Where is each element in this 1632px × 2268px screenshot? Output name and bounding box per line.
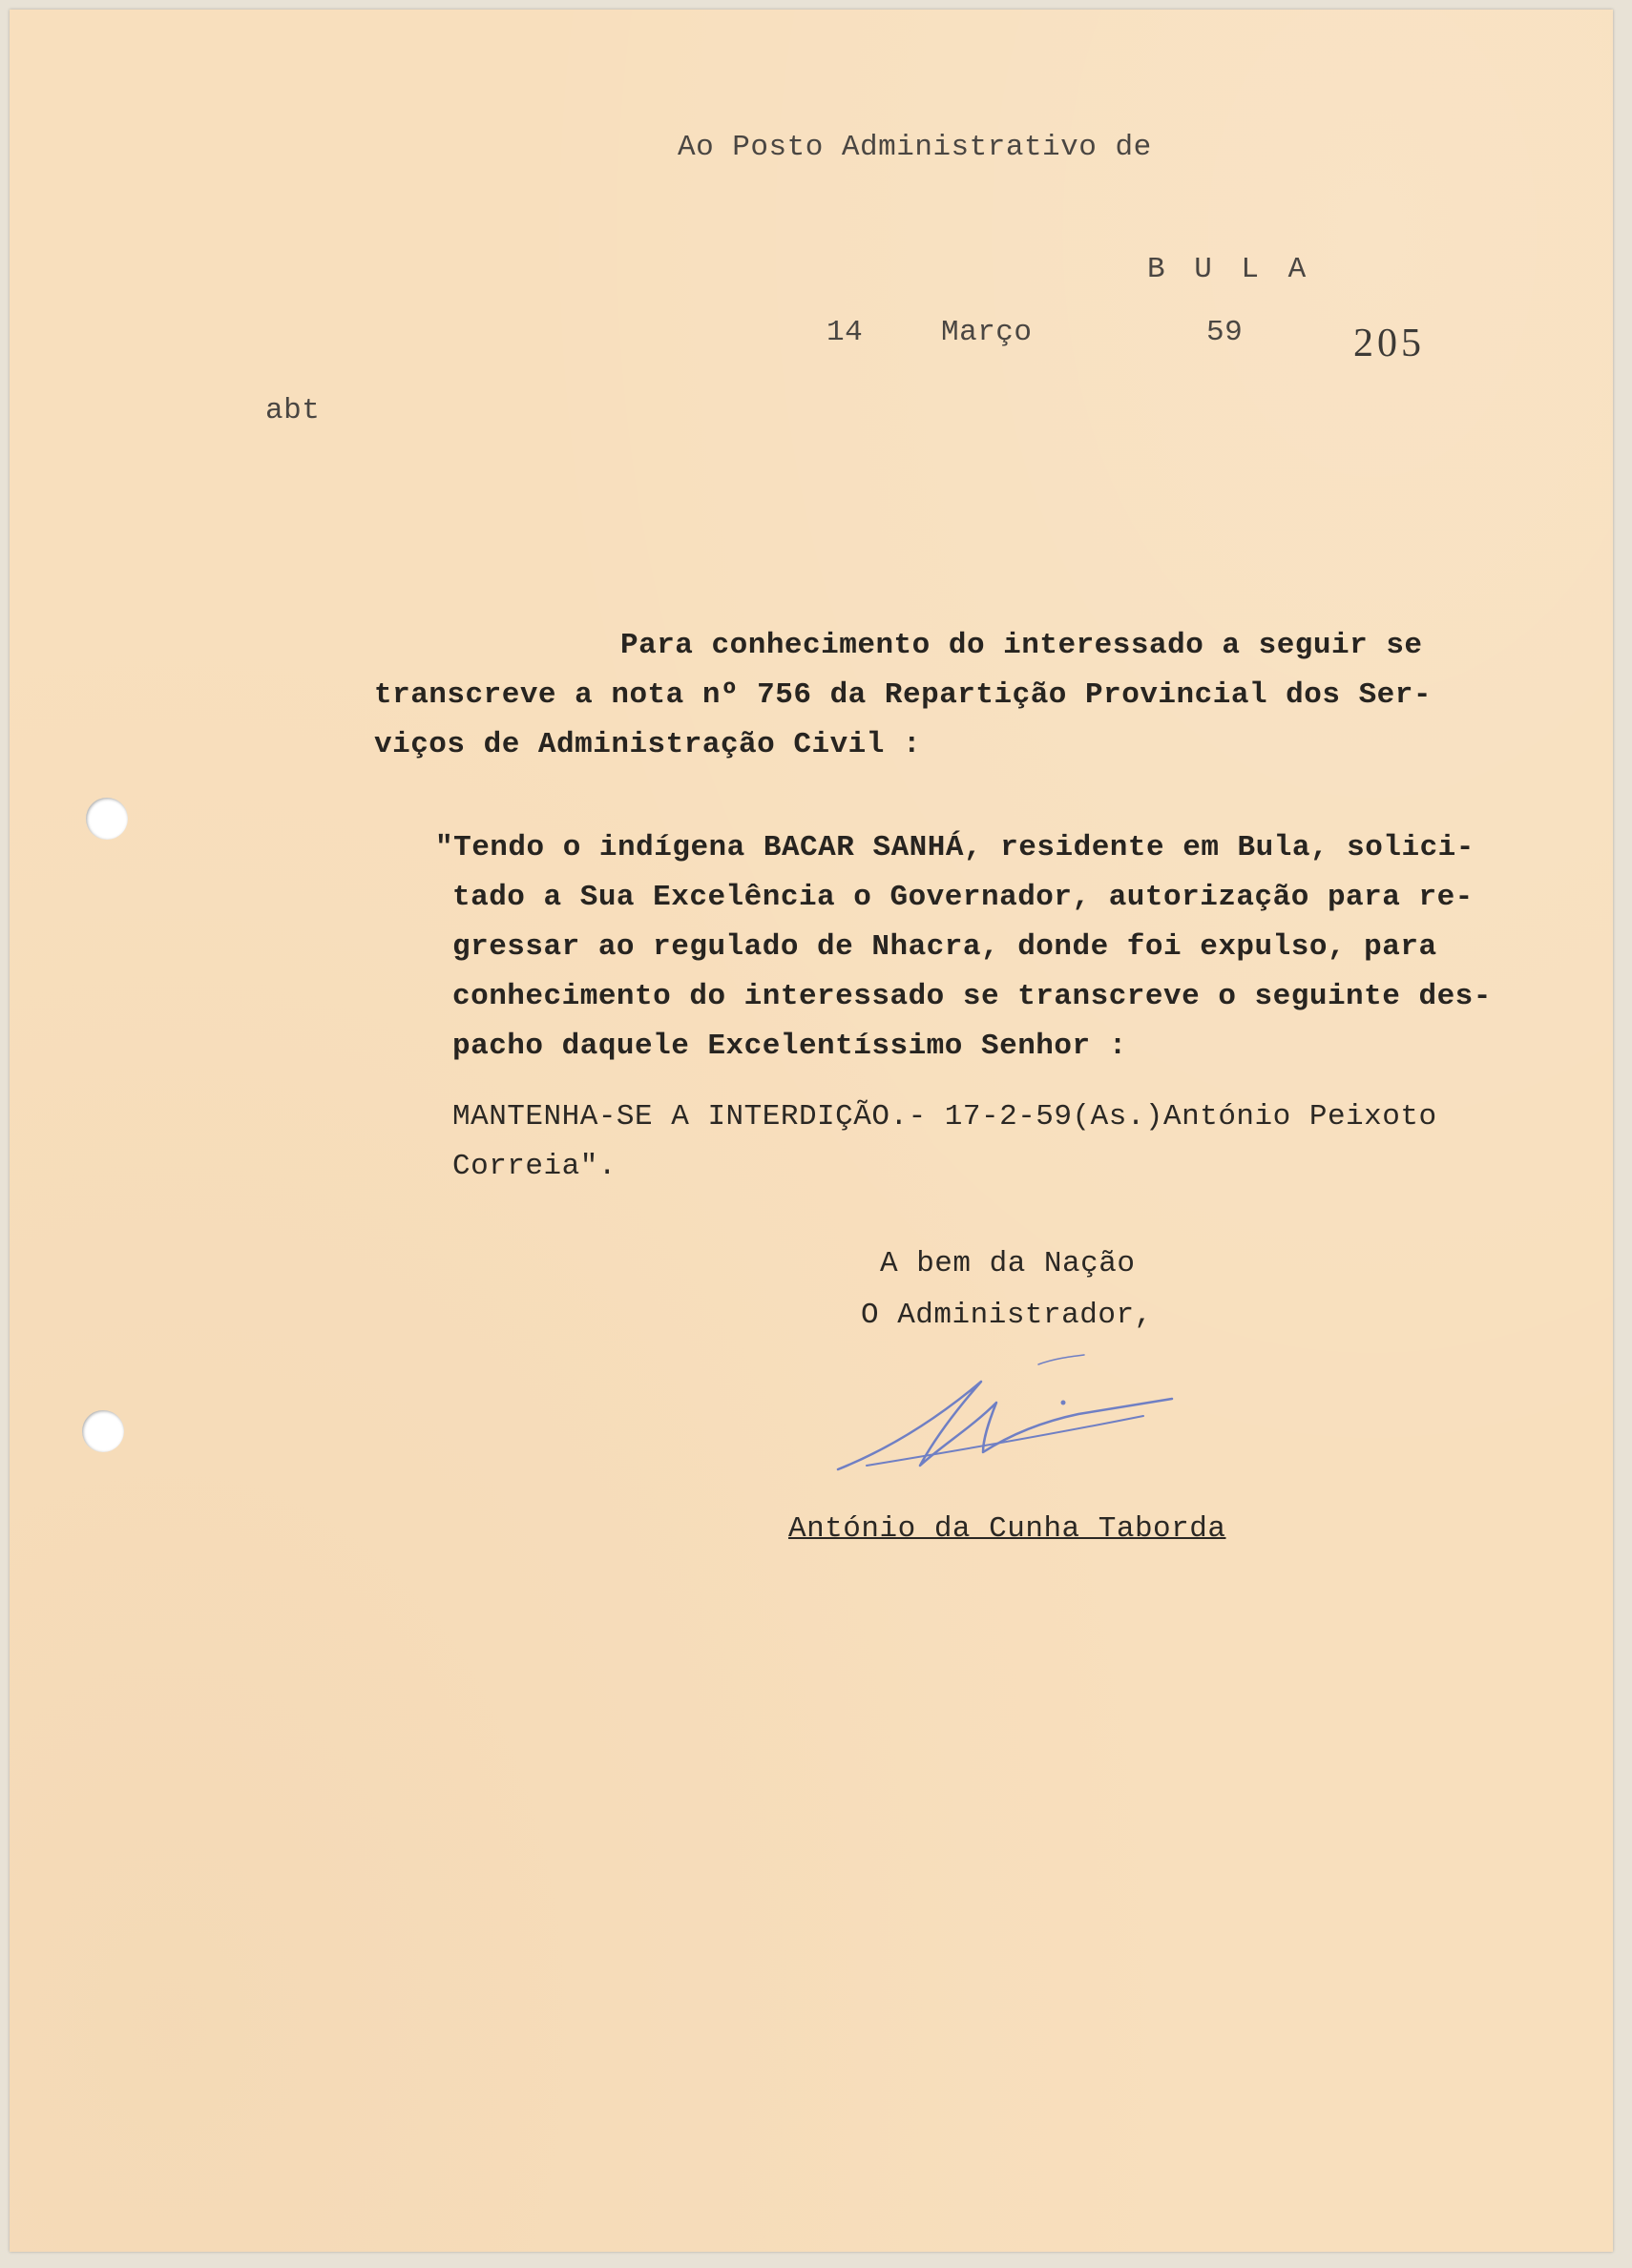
quote-line-3: gressar ao regulado de Nhacra, donde foi expulso, para	[452, 930, 1437, 964]
intro-line-3: viços de Administração Civil :	[374, 728, 922, 761]
signature-icon	[828, 1345, 1191, 1498]
handwritten-signature	[828, 1345, 1191, 1503]
quote-line-2: tado a Sua Excelência o Governador, autorização para re-	[452, 881, 1474, 914]
closing-role: O Administrador,	[861, 1299, 1153, 1332]
destination-place: B U L A	[1147, 253, 1312, 286]
intro-line-2: transcreve a nota nº 756 da Repartição Provincial dos Ser-	[374, 678, 1432, 712]
punch-hole-bottom	[82, 1410, 124, 1452]
closing-salutation: A bem da Nação	[880, 1247, 1136, 1280]
signatory-name: António da Cunha Taborda	[788, 1512, 1226, 1546]
quote-line-1: "Tendo o indígena BACAR SANHÁ, residente em Bula, solici-	[435, 831, 1475, 864]
date-year: 59	[1206, 316, 1244, 349]
document-number-stamp: 205	[1353, 322, 1425, 365]
punch-hole-top	[86, 798, 128, 840]
date-month: Março	[941, 316, 1033, 349]
decision-line-2: Correia".	[452, 1150, 617, 1183]
date-day: 14	[826, 316, 864, 349]
letter-page	[10, 10, 1613, 2252]
intro-line-1: Para conhecimento do interessado a seguir se	[620, 629, 1423, 662]
reference-initials: abt	[265, 394, 321, 427]
addressee-line: Ao Posto Administrativo de	[678, 131, 1152, 164]
quote-line-4: conhecimento do interessado se transcreve o seguinte des-	[452, 980, 1492, 1013]
quote-line-5: pacho daquele Excelentíssimo Senhor :	[452, 1030, 1127, 1063]
decision-line-1: MANTENHA-SE A INTERDIÇÃO.- 17-2-59(As.)António Peixoto	[452, 1100, 1437, 1134]
